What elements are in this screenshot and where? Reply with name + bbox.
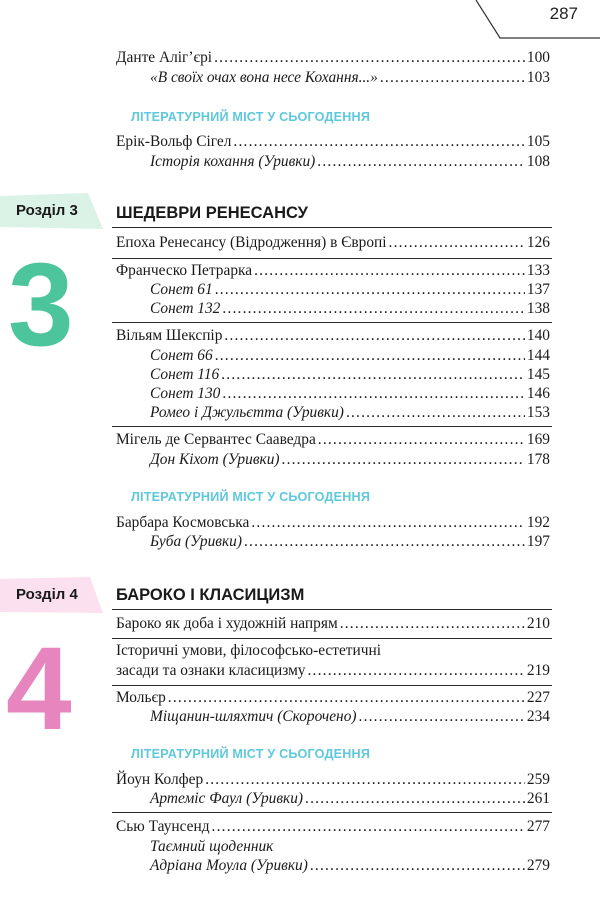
toc-entry-author[interactable]: Франческо Петрарка ..... 133 [116, 260, 550, 282]
toc-entry-work[interactable]: Сонет 66 ..... 144 [150, 345, 550, 367]
toc-entry-work[interactable]: Буба (Уривки) ..... 197 [150, 531, 550, 553]
bridge-label: ЛІТЕРАТУРНИЙ МІСТ У СЬОГОДЕННЯ [131, 490, 371, 504]
section-3-tag: Розділ 3 [16, 202, 78, 219]
section-4-title: БАРОКО І КЛАСИЦИЗМ [116, 586, 305, 604]
toc-entry-work[interactable]: Мiщанин-шляхтич (Скорочено) ..... 234 [150, 706, 550, 728]
toc-entry-work[interactable]: Сонет 130 ..... 146 [150, 383, 550, 405]
toc-entry-topic[interactable]: Епоха Ренесансу (Вiдродження) в Європi ..... 126 [116, 232, 550, 254]
section-3-title: ШЕДЕВРИ РЕНЕСАНСУ [116, 204, 308, 222]
toc-entry-work[interactable]: Iсторiя кохання (Уривки) ..... 108 [150, 151, 550, 173]
toc-entry-author[interactable]: Данте Алiг’єрi ..... 100 [116, 47, 550, 69]
toc-entry-work[interactable]: Сонет 132 ..... 138 [150, 298, 550, 320]
toc-entry-work[interactable]: Ромео i Джульєтта (Уривки) ..... 153 [150, 402, 550, 424]
section-3-number: 3 [8, 239, 74, 371]
entry-divider [112, 638, 552, 639]
toc-entry-topic-line1[interactable]: Iсторичнi умови, фiлософсько-естетичнi [116, 642, 382, 659]
bridge-label: ЛІТЕРАТУРНИЙ МІСТ У СЬОГОДЕННЯ [131, 747, 371, 761]
page-number: 287 [549, 4, 578, 23]
toc-entry-author[interactable]: Барбара Космовська ..... 192 [116, 512, 550, 534]
bridge-label: ЛІТЕРАТУРНИЙ МІСТ У СЬОГОДЕННЯ [131, 110, 371, 124]
toc-entry-work-line1[interactable]: Таємний щоденник [150, 838, 274, 855]
toc-entry-work[interactable]: Дон Кiхот (Уривки) ..... 178 [150, 449, 550, 471]
toc-entry-topic[interactable]: Бароко як доба i художнiй напрям ..... 210 [116, 613, 550, 635]
section-4-tag: Розділ 4 [16, 586, 78, 603]
entry-divider [112, 322, 552, 323]
section-4-number: 4 [6, 623, 72, 755]
entry-divider [112, 258, 552, 259]
toc-entry-author[interactable]: Мольєр ..... 227 [116, 687, 550, 709]
toc-entry-work[interactable]: Адрiана Моула (Уривки) ..... 279 [150, 855, 550, 877]
toc-entry-work[interactable]: Артемiс Фаул (Уривки) ..... 261 [150, 788, 550, 810]
entry-divider [112, 685, 552, 686]
page-corner-decoration [0, 0, 600, 40]
entry-divider [112, 812, 552, 813]
section-4-rule [112, 609, 552, 610]
toc-entry-author[interactable]: Мiгель де Сервантес Сааведра ..... 169 [116, 429, 550, 451]
toc-entry-work[interactable]: Сонет 61 ..... 137 [150, 279, 550, 301]
entry-divider [112, 426, 552, 427]
toc-entry-author[interactable]: Сью Таунсенд ..... 277 [116, 816, 550, 838]
toc-entry-topic[interactable]: засади та ознаки класицизму ..... 219 [116, 660, 550, 682]
toc-entry-author[interactable]: Вiльям Шекспiр ..... 140 [116, 325, 550, 347]
toc-entry-work[interactable]: Сонет 116 ..... 145 [150, 364, 550, 386]
section-3-rule [112, 227, 552, 228]
toc-entry-author[interactable]: Йоун Колфер ..... 259 [116, 769, 550, 791]
toc-entry-author[interactable]: Ерiк-Вольф Сiгел ..... 105 [116, 131, 550, 153]
toc-entry-work[interactable]: «В своїх очах вона несе Кохання...» ..... 103 [150, 67, 550, 89]
